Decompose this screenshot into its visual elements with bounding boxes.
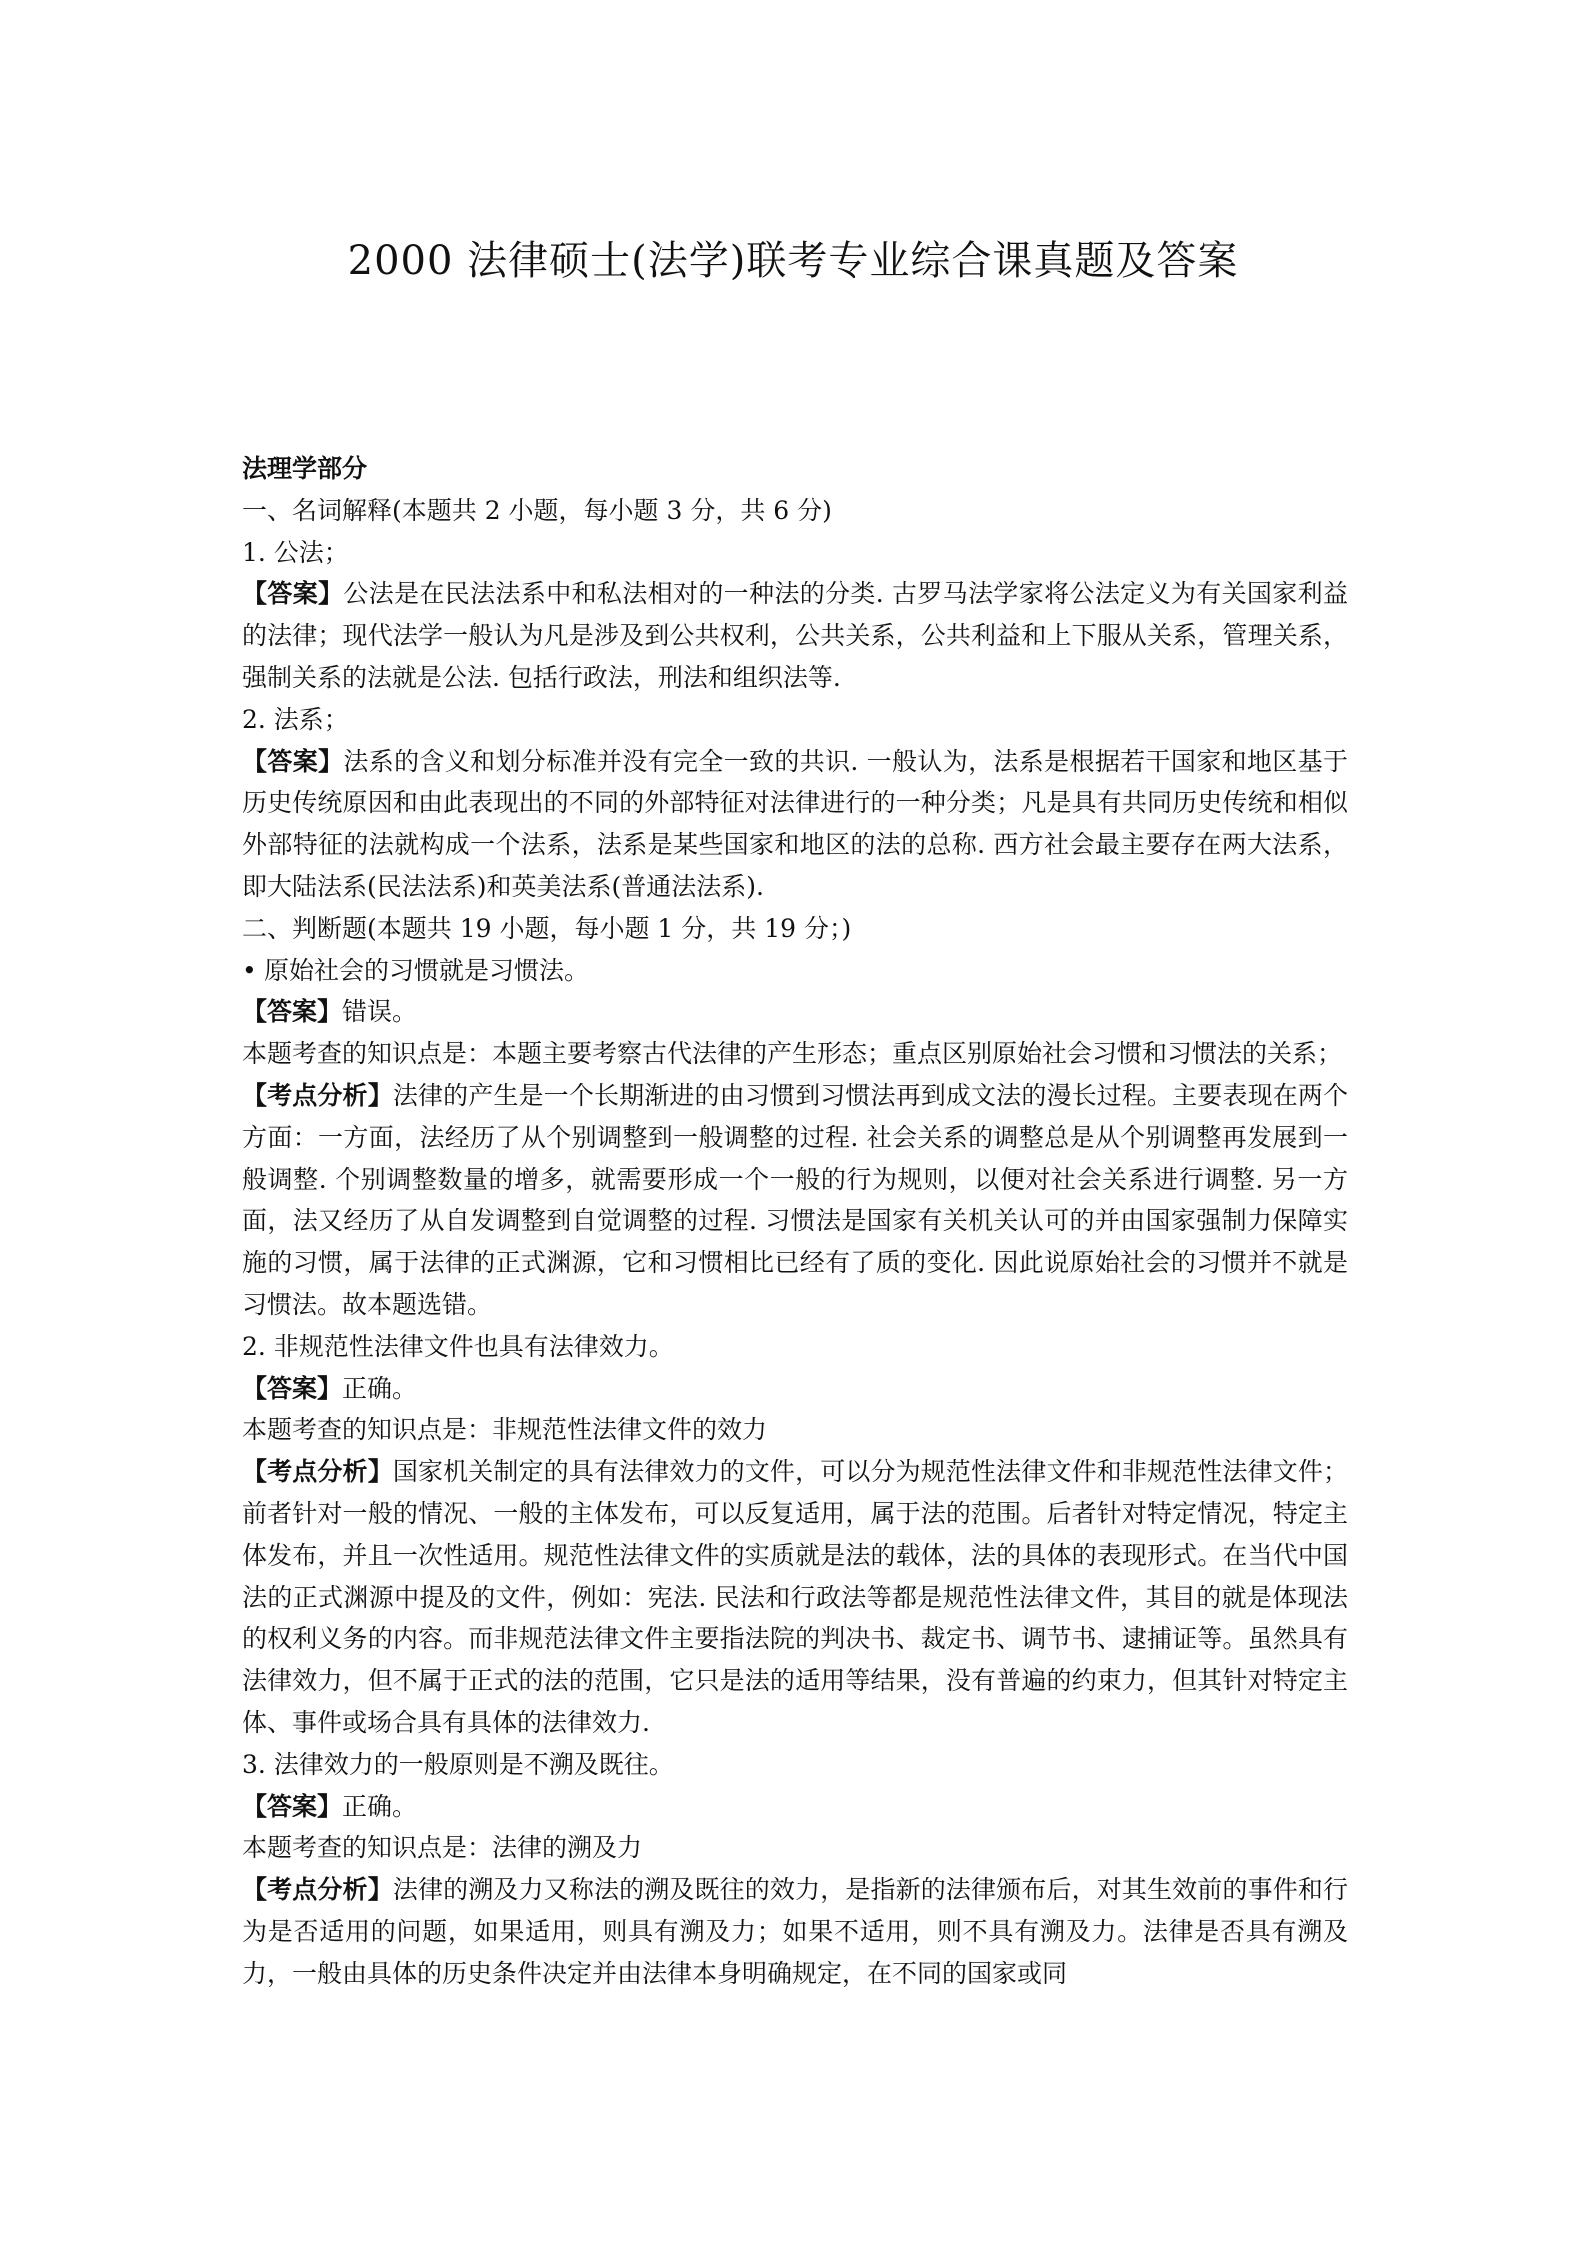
answer-tag: 【答案】 [242, 746, 344, 776]
judgment-question-3: 3. 法律效力的一般原则是不溯及既往。 [242, 1749, 674, 1779]
document-title: 2000 法律硕士(法学)联考专业综合课真题及答案 [347, 237, 1239, 284]
judgment-question-1 [242, 950, 1348, 992]
analysis-3 [242, 1869, 1348, 1994]
answer-2 [242, 741, 1348, 908]
question-text: 原始社会的习惯就是习惯法。 [264, 955, 590, 985]
answer-text: 公法是在民法法系中和私法相对的一种法的分类. 古罗马法学家将公法定义为有关国家利益的法律；现代法学一般认为凡是涉及到公共权利，公共关系，公共利益和上下服从关系，管理关系，强制关系的法就是公法. 包括行政法，刑法和组织法等. [242, 579, 1348, 692]
answer-text: 正确。 [342, 1373, 418, 1403]
analysis-2 [242, 1451, 1348, 1744]
analysis-text: 国家机关制定的具有法律效力的文件，可以分为规范性法律文件和非规范性法律文件；前者针对一般的情况、一般的主体发布，可以反复适用，属于法的范围。后者针对特定情况，特定主体发布，并且一次性适用。规范性法律文件的实质就是法的载体，法的具体的表现形式。在当代中国法的正式渊源中提及的文件，例如：宪法. 民法和行政法等都是规范性法律文件，其目的就是体现法的权利义务的内容。而非规范法律文件主要指法院的判决书、裁定书、调节书、逮捕证等。虽然具有法律效力，但不属于正式的法的范围，它只是法的适用等结果，没有普遍的约束力，但其针对特定主体、事件或场合具有具体的法律效力. [242, 1457, 1348, 1737]
part2-heading: 二、判断题(本题共 19 小题，每小题 1 分，共 19 分；) [242, 913, 852, 943]
answer-text: 法系的含义和划分标准并没有完全一致的共识. 一般认为，法系是根据若干国家和地区基于历史传统原因和由此表现出的不同的外部特征对法律进行的一种分类；凡是具有共同历史传统和相似外部特征的法就构成一个法系，法系是某些国家和地区的法的总称. 西方社会最主要存在两大法系，即大陆法系(民法法系)和英美法系(普通法法系). [242, 746, 1348, 901]
knowledge-point-1: 本题考查的知识点是：本题主要考察古代法律的产生形态；重点区别原始社会习惯和习惯法的关系； [242, 1039, 1343, 1069]
analysis-1 [242, 1075, 1348, 1326]
question-1: 1. 公法； [242, 537, 349, 567]
judgment-answer-3 [242, 1786, 1348, 1828]
question-2: 2. 法系； [242, 704, 349, 734]
bullet-icon: • [242, 955, 257, 985]
analysis-text: 法律的产生是一个长期渐进的由习惯到习惯法再到成文法的漫长过程。主要表现在两个方面：一方面，法经历了从个别调整到一般调整的过程. 社会关系的调整总是从个别调整再发展到一般调整. 个别调整数量的增多，就需要形成一个一般的行为规则，以便对社会关系进行调整. 另一方面，法又经历了从自发调整到自觉调整的过程. 习惯法是国家有关机关认可的并由国家强制力保障实施的习惯，属于法律的正式渊源，它和习惯相比已经有了质的变化. 因此说原始社会的习惯并不就是习惯法。故本题选错。 [242, 1080, 1348, 1319]
judgment-answer-1 [242, 991, 1348, 1033]
answer-tag: 【答案】 [242, 1373, 343, 1403]
analysis-tag: 【考点分析】 [242, 1080, 393, 1110]
judgment-question-2: 2. 非规范性法律文件也具有法律效力。 [242, 1331, 674, 1361]
analysis-text: 法律的溯及力又称法的溯及既往的效力，是指新的法律颁布后，对其生效前的事件和行为是否适用的问题，如果适用，则具有溯及力；如果不适用，则不具有溯及力。法律是否具有溯及力，一般由具体的历史条件决定并由法律本身明确规定，在不同的国家或同 [242, 1875, 1348, 1988]
section-title: 法理学部分 [242, 454, 368, 483]
document-body [242, 448, 1348, 1994]
answer-text: 正确。 [342, 1791, 418, 1821]
knowledge-point-2: 本题考查的知识点是：非规范性法律文件的效力 [242, 1415, 768, 1445]
analysis-tag: 【考点分析】 [242, 1875, 393, 1905]
analysis-tag: 【考点分析】 [242, 1457, 393, 1487]
judgment-answer-2 [242, 1368, 1348, 1410]
answer-tag: 【答案】 [242, 997, 343, 1027]
knowledge-point-3: 本题考查的知识点是：法律的溯及力 [242, 1833, 643, 1863]
answer-tag: 【答案】 [242, 1791, 343, 1821]
part1-heading: 一、名词解释(本题共 2 小题，每小题 3 分，共 6 分) [242, 495, 832, 525]
answer-tag: 【答案】 [242, 579, 344, 609]
answer-1 [242, 573, 1348, 698]
answer-text: 错误。 [342, 997, 418, 1027]
